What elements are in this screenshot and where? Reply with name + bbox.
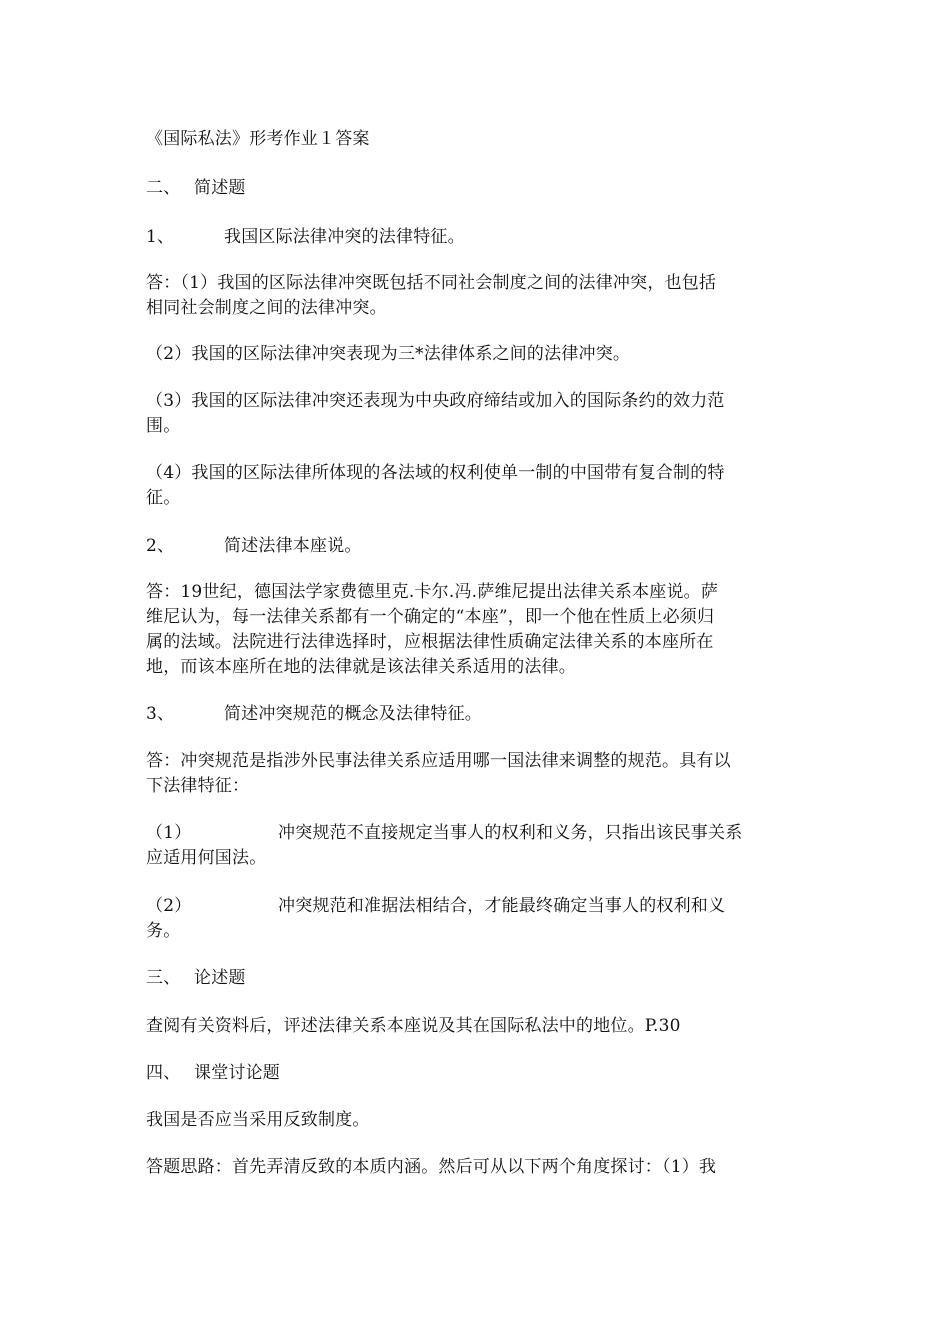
answer-3-line-1: 答：冲突规范是指涉外民事法律关系应适用哪一国法律来调整的规范。具有以 bbox=[146, 751, 731, 771]
answer-3-sub-1-line-2: 应适用何国法。 bbox=[146, 848, 267, 868]
question-text: 简述法律本座说。 bbox=[224, 536, 362, 556]
section-3-question: 查阅有关资料后，评述法律关系本座说及其在国际私法中的地位。P.30 bbox=[146, 1016, 681, 1036]
section-label: 简述题 bbox=[194, 178, 246, 198]
answer-1-line-2: 相同社会制度之间的法律冲突。 bbox=[146, 298, 387, 318]
section-heading-3 bbox=[146, 966, 246, 991]
sub-text: 冲突规范不直接规定当事人的权利和义务，只指出该民事关系 bbox=[278, 823, 743, 843]
question-text: 我国区际法律冲突的法律特征。 bbox=[224, 227, 465, 247]
answer-2-line-3: 属的法域。法院进行法律选择时，应根据法律性质确定法律关系的本座所在 bbox=[146, 632, 714, 652]
question-text: 简述冲突规范的概念及法律特征。 bbox=[224, 704, 482, 724]
answer-3-sub-2-line-1 bbox=[146, 894, 726, 919]
section-number: 二、 bbox=[146, 178, 181, 198]
section-number: 四、 bbox=[146, 1063, 181, 1083]
answer-1-line-1: 答：（1）我国的区际法律冲突既包括不同社会制度之间的法律冲突，也包括 bbox=[146, 273, 717, 293]
answer-3-sub-1-line-1 bbox=[146, 821, 743, 846]
section-heading-2 bbox=[146, 176, 246, 201]
answer-1-point-3-line-2: 围。 bbox=[146, 416, 181, 436]
answer-2-line-4: 地，而该本座所在地的法律就是该法律关系适用的法律。 bbox=[146, 657, 576, 677]
question-2 bbox=[146, 534, 362, 559]
section-label: 论述题 bbox=[194, 968, 246, 988]
question-number: 3、 bbox=[146, 704, 175, 724]
document-title: 《国际私法》形考作业１答案 bbox=[146, 129, 370, 149]
answer-1-point-4-line-1: （4）我国的区际法律所体现的各法域的权利使单一制的中国带有复合制的特 bbox=[146, 463, 725, 483]
answer-1-point-2: （2）我国的区际法律冲突表现为三*法律体系之间的法律冲突。 bbox=[146, 344, 631, 364]
section-4-question: 我国是否应当采用反致制度。 bbox=[146, 1110, 370, 1130]
answer-3-line-2: 下法律特征： bbox=[146, 776, 250, 796]
sub-text: 冲突规范和准据法相结合，才能最终确定当事人的权利和义 bbox=[278, 896, 726, 916]
sub-number: （1） bbox=[146, 823, 192, 843]
answer-1-point-3-line-1: （3）我国的区际法律冲突还表现为中央政府缔结或加入的国际条约的效力范 bbox=[146, 391, 725, 411]
answer-2-line-1: 答：19世纪，德国法学家费德里克.卡尔.冯.萨维尼提出法律关系本座说。萨 bbox=[146, 582, 719, 602]
section-4-answer: 答题思路：首先弄清反致的本质内涵。然后可从以下两个角度探讨：（1）我 bbox=[146, 1157, 717, 1177]
section-heading-4 bbox=[146, 1061, 280, 1086]
question-number: 2、 bbox=[146, 536, 175, 556]
question-3 bbox=[146, 702, 482, 727]
answer-3-sub-2-line-2: 务。 bbox=[146, 921, 181, 941]
question-number: 1、 bbox=[146, 227, 175, 247]
answer-1-point-4-line-2: 征。 bbox=[146, 488, 181, 508]
answer-2-line-2: 维尼认为，每一法律关系都有一个确定的“本座”，即一个他在性质上必须归 bbox=[146, 607, 715, 627]
question-1 bbox=[146, 225, 465, 250]
sub-number: （2） bbox=[146, 896, 192, 916]
section-number: 三、 bbox=[146, 968, 181, 988]
section-label: 课堂讨论题 bbox=[194, 1063, 280, 1083]
